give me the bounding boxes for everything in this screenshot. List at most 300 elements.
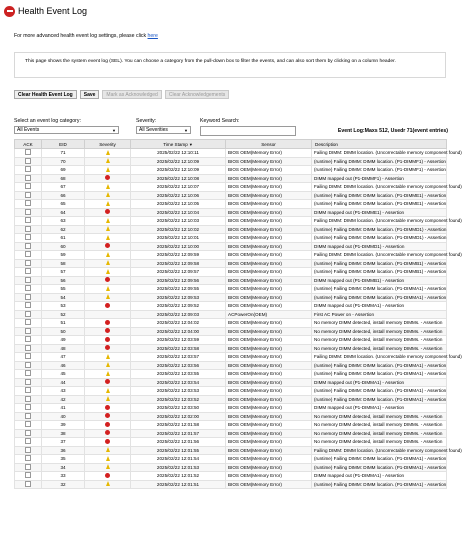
description-cell: (runtime) Failing DIMM: DIMM location. (P1-DIMMA1) - Assertion: [312, 455, 447, 464]
table-row[interactable]: [15, 293, 447, 302]
table-row[interactable]: [15, 395, 447, 404]
table-row[interactable]: [15, 387, 447, 396]
timestamp-header-label: Time Stamp: [163, 141, 188, 147]
eid-cell: 48: [42, 344, 85, 353]
page-header: [4, 4, 87, 18]
table-row[interactable]: [15, 319, 447, 328]
keyword-filter: [200, 118, 296, 136]
eid-cell: 49: [42, 336, 85, 345]
column-header-description[interactable]: Description: [312, 140, 447, 149]
timestamp-cell: 2025/02/22 12:10:00: [131, 242, 226, 251]
eid-cell: 68: [42, 174, 85, 183]
eid-cell: 69: [42, 166, 85, 175]
ack-checkbox[interactable]: [25, 217, 31, 223]
eid-cell: 47: [42, 353, 85, 362]
eid-cell: 39: [42, 421, 85, 430]
ack-checkbox[interactable]: [25, 430, 31, 436]
ack-checkbox[interactable]: [25, 234, 31, 240]
sensor-cell: BIOS OEM(Memory Error): [226, 378, 312, 387]
table-row[interactable]: [15, 344, 447, 353]
clear-log-button[interactable]: Clear Health Event Log: [14, 90, 77, 99]
ack-cell: [15, 455, 42, 464]
description-cell: DIMM mapped out (P1-DIMMA1) - Assertion: [312, 302, 447, 311]
sensor-cell: BIOS OEM(Memory Error): [226, 242, 312, 251]
eid-cell: 45: [42, 370, 85, 379]
timestamp-cell: 2025/02/22 12:09:52: [131, 302, 226, 311]
table-row[interactable]: [15, 463, 447, 472]
eid-cell: 42: [42, 395, 85, 404]
severity-cell: [85, 370, 131, 379]
column-header-sensor[interactable]: Sensor: [226, 140, 312, 149]
eid-cell: 61: [42, 234, 85, 243]
category-select[interactable]: [14, 126, 119, 134]
ack-cell: [15, 242, 42, 251]
sensor-cell: BIOS OEM(Memory Error): [226, 225, 312, 234]
timestamp-cell: 2025/02/22 12:01:55: [131, 446, 226, 455]
table-row[interactable]: [15, 327, 447, 336]
description-cell: Failing DIMM: DIMM location. (Uncorrectable memory component found): [312, 183, 447, 192]
ack-checkbox[interactable]: [25, 455, 31, 461]
ack-checkbox[interactable]: [25, 260, 31, 266]
ack-checkbox[interactable]: [25, 447, 31, 453]
event-log-usage: Event Log:Maxs 512, Usedr 71(event entries): [337, 128, 448, 134]
timestamp-cell: 2025/02/22 12:01:56: [131, 438, 226, 447]
sensor-cell: BIOS OEM(Memory Error): [226, 276, 312, 285]
table-row[interactable]: [15, 157, 447, 166]
sensor-cell: BIOS OEM(Memory Error): [226, 438, 312, 447]
ack-checkbox[interactable]: [25, 158, 31, 164]
timestamp-cell: 2025/02/22 12:01:52: [131, 472, 226, 481]
table-row[interactable]: [15, 446, 447, 455]
ack-checkbox[interactable]: [25, 243, 31, 249]
ack-cell: [15, 251, 42, 260]
ack-checkbox[interactable]: [25, 413, 31, 419]
eid-cell: 51: [42, 319, 85, 328]
eid-cell: 56: [42, 276, 85, 285]
warning-icon: [106, 158, 110, 163]
ack-checkbox[interactable]: [25, 294, 31, 300]
eid-cell: 71: [42, 149, 85, 158]
critical-icon: [105, 320, 110, 325]
warning-icon: [106, 456, 110, 461]
sensor-cell: BIOS OEM(Memory Error): [226, 429, 312, 438]
eid-cell: 54: [42, 293, 85, 302]
clear-acknowledgements-button[interactable]: Clear Acknowledgements: [165, 90, 229, 99]
severity-cell: [85, 157, 131, 166]
eid-cell: 64: [42, 208, 85, 217]
ack-checkbox[interactable]: [25, 192, 31, 198]
description-cell: No memory DIMM detected, install memory DIMMs. - Assertion: [312, 421, 447, 430]
eid-cell: 33: [42, 472, 85, 481]
column-header-severity[interactable]: Severity: [85, 140, 131, 149]
ack-checkbox[interactable]: [25, 302, 31, 308]
ack-checkbox[interactable]: [25, 481, 31, 487]
table-row[interactable]: [15, 310, 447, 319]
sensor-cell: BIOS OEM(Memory Error): [226, 319, 312, 328]
severity-cell: [85, 472, 131, 481]
ack-cell: [15, 276, 42, 285]
severity-label: Severity:: [136, 118, 157, 124]
sensor-cell: ACPowerOn(OEM): [226, 310, 312, 319]
timestamp-cell: 2025/02/22 12:01:51: [131, 480, 226, 489]
ack-cell: [15, 421, 42, 430]
description-cell: (runtime) Failing DIMM: DIMM location. (P1-DIMMD1) - Assertion: [312, 234, 447, 243]
eid-cell: 36: [42, 446, 85, 455]
ack-checkbox[interactable]: [25, 404, 31, 410]
severity-cell: [85, 285, 131, 294]
ack-checkbox[interactable]: [25, 472, 31, 478]
table-row[interactable]: [15, 378, 447, 387]
severity-cell: [85, 480, 131, 489]
sensor-cell: BIOS OEM(Memory Error): [226, 361, 312, 370]
timestamp-cell: 2025/02/22 12:09:55: [131, 285, 226, 294]
ack-checkbox[interactable]: [25, 345, 31, 351]
table-row[interactable]: [15, 225, 447, 234]
description-cell: (runtime) Failing DIMM: DIMM location. (P1-DIMMD1) - Assertion: [312, 225, 447, 234]
timestamp-cell: 2025/02/22 12:01:54: [131, 455, 226, 464]
severity-cell: [85, 327, 131, 336]
severity-cell: [85, 336, 131, 345]
ack-cell: [15, 174, 42, 183]
severity-cell: [85, 149, 131, 158]
table-row[interactable]: [15, 455, 447, 464]
timestamp-cell: 2025/02/22 12:03:53: [131, 387, 226, 396]
warning-icon: [106, 464, 110, 469]
ack-checkbox[interactable]: [25, 166, 31, 172]
critical-icon: [105, 430, 110, 435]
critical-icon: [105, 277, 110, 282]
ack-checkbox[interactable]: [25, 379, 31, 385]
settings-link[interactable]: here: [147, 33, 158, 39]
ack-cell: [15, 200, 42, 209]
critical-icon: [105, 439, 110, 444]
description-cell: (runtime) Failing DIMM: DIMM location. (P1-DIMMA1) - Assertion: [312, 361, 447, 370]
ack-checkbox[interactable]: [25, 149, 31, 155]
table-row[interactable]: [15, 429, 447, 438]
description-box: [14, 52, 446, 78]
sensor-cell: BIOS OEM(Memory Error): [226, 302, 312, 311]
description-cell: No memory DIMM detected, install memory DIMMs. - Assertion: [312, 438, 447, 447]
sensor-cell: BIOS OEM(Memory Error): [226, 446, 312, 455]
sensor-cell: BIOS OEM(Memory Error): [226, 353, 312, 362]
ack-checkbox[interactable]: [25, 421, 31, 427]
ack-checkbox[interactable]: [25, 209, 31, 215]
table-row[interactable]: [15, 208, 447, 217]
description-cell: DIMM mapped out (P1-DIMMA1) - Assertion: [312, 472, 447, 481]
warning-icon: [106, 235, 110, 240]
timestamp-cell: 2025/02/22 12:09:53: [131, 293, 226, 302]
sensor-cell: BIOS OEM(Memory Error): [226, 251, 312, 260]
ack-cell: [15, 259, 42, 268]
ack-checkbox[interactable]: [25, 370, 31, 376]
timestamp-cell: 2025/02/22 12:01:58: [131, 421, 226, 430]
ack-checkbox[interactable]: [25, 277, 31, 283]
table-row[interactable]: [15, 302, 447, 311]
warning-icon: [106, 481, 110, 486]
warning-icon: [106, 388, 110, 393]
ack-cell: [15, 191, 42, 200]
description-cell: No memory DIMM detected, install memory DIMMs. - Assertion: [312, 319, 447, 328]
table-row[interactable]: [15, 336, 447, 345]
description-cell: (runtime) Failing DIMM: DIMM location. (P1-DIMMA1) - Assertion: [312, 463, 447, 472]
ack-checkbox[interactable]: [25, 438, 31, 444]
sort-desc-icon: ▼: [188, 141, 193, 147]
description-cell: DIMM mapped out (P1-DIMMF1) - Assertion: [312, 174, 447, 183]
timestamp-cell: 2025/02/22 12:04:00: [131, 327, 226, 336]
warning-icon: [106, 192, 110, 197]
severity-cell: [85, 455, 131, 464]
keyword-label: Keyword Search:: [200, 118, 240, 124]
warning-icon: [106, 184, 110, 189]
table-row[interactable]: [15, 276, 447, 285]
eid-cell: 40: [42, 412, 85, 421]
table-row[interactable]: [15, 412, 447, 421]
eid-cell: 53: [42, 302, 85, 311]
description-cell: DIMM mapped out (P1-DIMMA1) - Assertion: [312, 404, 447, 413]
sensor-cell: BIOS OEM(Memory Error): [226, 166, 312, 175]
warning-icon: [106, 286, 110, 291]
description-cell: No memory DIMM detected, install memory DIMMs. - Assertion: [312, 327, 447, 336]
severity-cell: [85, 200, 131, 209]
ack-cell: [15, 225, 42, 234]
warning-icon: [106, 269, 110, 274]
ack-cell: [15, 183, 42, 192]
timestamp-cell: 2025/02/22 12:03:52: [131, 395, 226, 404]
eid-cell: 62: [42, 225, 85, 234]
eid-cell: 52: [42, 310, 85, 319]
table-row[interactable]: [15, 234, 447, 243]
settings-hint: [14, 33, 158, 39]
timestamp-cell: 2025/02/22 12:03:50: [131, 404, 226, 413]
sensor-cell: BIOS OEM(Memory Error): [226, 421, 312, 430]
severity-cell: [85, 387, 131, 396]
ack-cell: [15, 378, 42, 387]
ack-checkbox[interactable]: [25, 311, 31, 317]
sensor-cell: BIOS OEM(Memory Error): [226, 455, 312, 464]
severity-cell: [85, 421, 131, 430]
severity-cell: [85, 208, 131, 217]
critical-icon: [105, 328, 110, 333]
severity-cell: [85, 217, 131, 226]
category-filter: [14, 118, 119, 134]
ack-checkbox[interactable]: [25, 268, 31, 274]
chevron-down-icon: ▼: [184, 127, 188, 133]
chevron-down-icon: ▼: [112, 127, 116, 133]
ack-checkbox[interactable]: [25, 319, 31, 325]
warning-icon: [106, 294, 110, 299]
severity-cell: [85, 174, 131, 183]
severity-cell: [85, 344, 131, 353]
timestamp-cell: 2025/02/22 12:03:55: [131, 370, 226, 379]
warning-icon: [106, 150, 110, 155]
description-cell: (runtime) Failing DIMM: DIMM location. (P1-DIMMA1) - Assertion: [312, 370, 447, 379]
timestamp-cell: 2025/02/22 12:01:53: [131, 463, 226, 472]
severity-value: All Severities: [139, 127, 168, 133]
critical-icon: [105, 209, 110, 214]
sensor-cell: BIOS OEM(Memory Error): [226, 268, 312, 277]
sensor-cell: BIOS OEM(Memory Error): [226, 259, 312, 268]
description-cell: (runtime) Failing DIMM: DIMM location. (P1-DIMMF1) - Assertion: [312, 166, 447, 175]
ack-checkbox[interactable]: [25, 387, 31, 393]
save-button[interactable]: Save: [80, 90, 100, 99]
sensor-cell: BIOS OEM(Memory Error): [226, 327, 312, 336]
ack-cell: [15, 319, 42, 328]
table-row[interactable]: [15, 191, 447, 200]
severity-cell: [85, 251, 131, 260]
ack-checkbox[interactable]: [25, 396, 31, 402]
description-cell: No memory DIMM detected, install memory DIMMs. - Assertion: [312, 412, 447, 421]
table-row[interactable]: [15, 438, 447, 447]
eid-cell: 34: [42, 463, 85, 472]
timestamp-cell: 2025/02/22 12:09:03: [131, 310, 226, 319]
description-cell: DIMM mapped out (P1-DIMME1) - Assertion: [312, 208, 447, 217]
category-value: All Events: [17, 127, 40, 133]
timestamp-cell: 2025/02/22 12:03:57: [131, 353, 226, 362]
sensor-cell: BIOS OEM(Memory Error): [226, 174, 312, 183]
description-cell: (runtime) Failing DIMM: DIMM location. (P1-DIMME1) - Assertion: [312, 200, 447, 209]
table-row[interactable]: [15, 370, 447, 379]
table-row[interactable]: [15, 361, 447, 370]
table-row[interactable]: [15, 421, 447, 430]
description-cell: (runtime) Failing DIMM: DIMM location. (P1-DIMMA1) - Assertion: [312, 387, 447, 396]
table-row[interactable]: [15, 242, 447, 251]
ack-checkbox[interactable]: [25, 336, 31, 342]
severity-cell: [85, 276, 131, 285]
column-header-eid[interactable]: EID: [42, 140, 85, 149]
description-cell: DIMM mapped out (P1-DIMMA1) - Assertion: [312, 378, 447, 387]
table-row[interactable]: [15, 285, 447, 294]
ack-cell: [15, 166, 42, 175]
critical-icon: [105, 345, 110, 350]
warning-icon: [106, 252, 110, 257]
ack-checkbox[interactable]: [25, 362, 31, 368]
timestamp-cell: 2025/02/22 12:09:56: [131, 276, 226, 285]
timestamp-cell: 2025/02/22 12:10:09: [131, 157, 226, 166]
table-row[interactable]: [15, 174, 447, 183]
severity-cell: [85, 361, 131, 370]
keyword-search-input[interactable]: [200, 126, 296, 136]
ack-checkbox[interactable]: [25, 328, 31, 334]
eid-cell: 65: [42, 200, 85, 209]
sensor-cell: BIOS OEM(Memory Error): [226, 200, 312, 209]
severity-select[interactable]: [136, 126, 191, 134]
ack-cell: [15, 344, 42, 353]
timestamp-cell: 2025/02/22 12:03:56: [131, 361, 226, 370]
sensor-cell: BIOS OEM(Memory Error): [226, 157, 312, 166]
severity-cell: [85, 302, 131, 311]
warning-icon: [106, 260, 110, 265]
warning-icon: [106, 396, 110, 401]
table-row[interactable]: [15, 217, 447, 226]
sensor-cell: BIOS OEM(Memory Error): [226, 191, 312, 200]
ack-checkbox[interactable]: [25, 464, 31, 470]
sensor-cell: BIOS OEM(Memory Error): [226, 234, 312, 243]
timestamp-cell: 2025/02/22 12:10:09: [131, 166, 226, 175]
severity-cell: [85, 268, 131, 277]
ack-checkbox[interactable]: [25, 353, 31, 359]
table-row[interactable]: [15, 149, 447, 158]
warning-icon: [106, 354, 110, 359]
ack-cell: [15, 361, 42, 370]
severity-cell: [85, 225, 131, 234]
description-cell: (runtime) Failing DIMM: DIMM location. (P1-DIMMF1) - Assertion: [312, 157, 447, 166]
table-row[interactable]: [15, 353, 447, 362]
ack-cell: [15, 472, 42, 481]
timestamp-cell: 2025/02/22 12:10:06: [131, 191, 226, 200]
table-row[interactable]: [15, 251, 447, 260]
eid-cell: 67: [42, 183, 85, 192]
warning-icon: [106, 371, 110, 376]
eid-cell: 32: [42, 480, 85, 489]
eid-cell: 43: [42, 387, 85, 396]
column-header-timestamp[interactable]: [131, 140, 226, 149]
ack-checkbox[interactable]: [25, 226, 31, 232]
table-row[interactable]: [15, 183, 447, 192]
sensor-cell: BIOS OEM(Memory Error): [226, 404, 312, 413]
table-row[interactable]: [15, 166, 447, 175]
eid-cell: 59: [42, 251, 85, 260]
description-text: This page shows the system event log (SEL). You can choose a category from the pull-down box to filter the events, and can also sort them by clicking on a column header.: [25, 59, 396, 64]
ack-cell: [15, 302, 42, 311]
sensor-cell: BIOS OEM(Memory Error): [226, 412, 312, 421]
critical-icon: [105, 303, 110, 308]
ack-cell: [15, 293, 42, 302]
ack-cell: [15, 268, 42, 277]
timestamp-cell: 2025/02/22 12:09:58: [131, 259, 226, 268]
severity-cell: [85, 293, 131, 302]
ack-cell: [15, 336, 42, 345]
eid-cell: 38: [42, 429, 85, 438]
description-cell: (runtime) Failing DIMM: DIMM location. (P1-DIMMB1) - Assertion: [312, 268, 447, 277]
ack-checkbox[interactable]: [25, 251, 31, 257]
ack-checkbox[interactable]: [25, 175, 31, 181]
severity-cell: [85, 446, 131, 455]
description-cell: Failing DIMM: DIMM location. (Uncorrectable memory component found): [312, 251, 447, 260]
severity-cell: [85, 395, 131, 404]
ack-cell: [15, 353, 42, 362]
table-row[interactable]: [15, 472, 447, 481]
ack-checkbox[interactable]: [25, 200, 31, 206]
eid-cell: 57: [42, 268, 85, 277]
eid-cell: 37: [42, 438, 85, 447]
ack-cell: [15, 157, 42, 166]
action-toolbar: [14, 90, 229, 99]
ack-cell: [15, 438, 42, 447]
severity-cell: [85, 310, 131, 319]
ack-checkbox[interactable]: [25, 183, 31, 189]
description-cell: Failing DIMM: DIMM location. (Uncorrectable memory component found): [312, 446, 447, 455]
column-header-ack[interactable]: ACK: [15, 140, 42, 149]
table-row[interactable]: [15, 404, 447, 413]
eid-cell: 60: [42, 242, 85, 251]
description-cell: (runtime) Failing DIMM: DIMM location. (P1-DIMMB1) - Assertion: [312, 259, 447, 268]
mark-acknowledged-button[interactable]: Mark as Acknowledged: [102, 90, 161, 99]
timestamp-cell: 2025/02/22 12:02:00: [131, 412, 226, 421]
critical-icon: [105, 405, 110, 410]
eid-cell: 35: [42, 455, 85, 464]
timestamp-cell: 2025/02/22 12:03:59: [131, 336, 226, 345]
table-row[interactable]: [15, 268, 447, 277]
timestamp-cell: 2025/02/22 12:10:05: [131, 200, 226, 209]
eid-cell: 70: [42, 157, 85, 166]
ack-checkbox[interactable]: [25, 285, 31, 291]
table-row[interactable]: [15, 200, 447, 209]
table-row[interactable]: [15, 480, 447, 489]
page-title: Health Event Log: [18, 6, 88, 16]
description-cell: DIMM mapped out (P1-DIMMB1) - Assertion: [312, 276, 447, 285]
ack-cell: [15, 370, 42, 379]
table-row[interactable]: [15, 259, 447, 268]
